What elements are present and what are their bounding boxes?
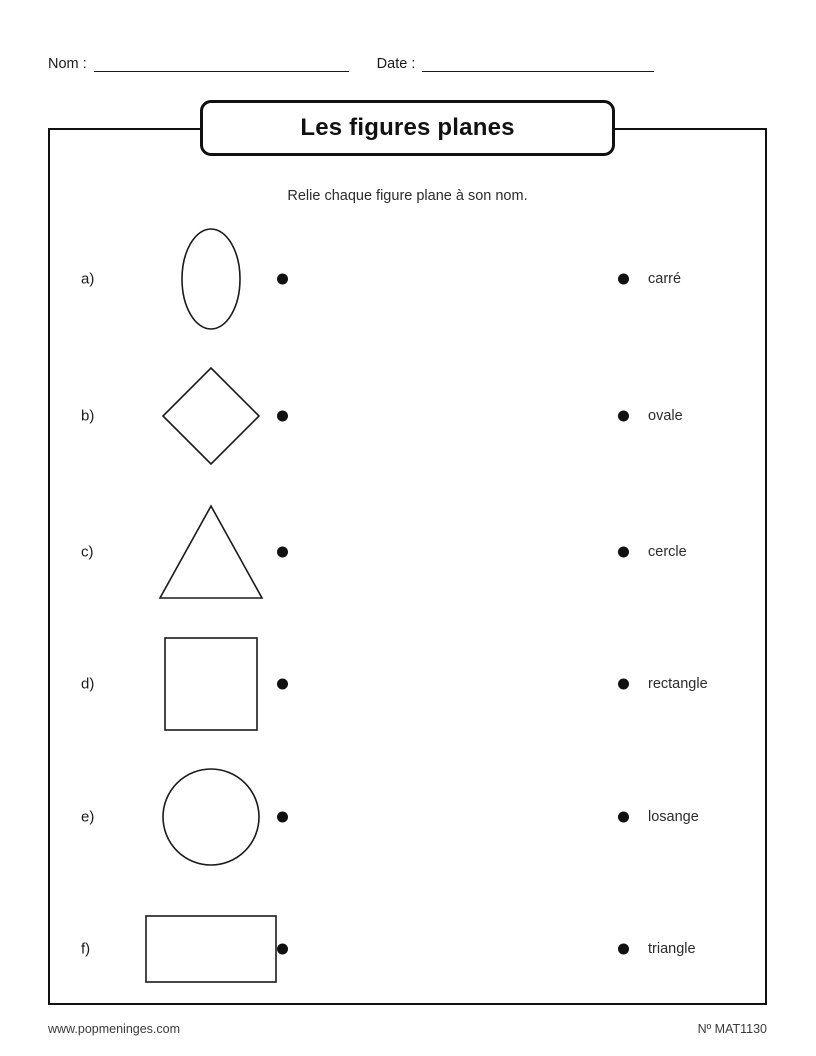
answer-label-a[interactable]: carré: [648, 271, 682, 287]
connector-dot-left-b[interactable]: [277, 411, 288, 422]
row-letter-c: c): [81, 543, 94, 561]
instruction-text: Relie chaque figure plane à son nom.: [287, 188, 528, 204]
answer-label-e[interactable]: losange: [648, 809, 699, 825]
row-letter-e: e): [81, 808, 95, 826]
matching-row-f: [48, 888, 767, 1010]
connector-dot-left-f[interactable]: [277, 944, 288, 955]
matching-row-a: [48, 218, 767, 340]
shape-square-icon: [128, 623, 293, 745]
name-field-rule[interactable]: [94, 56, 349, 72]
row-letter-b: b): [81, 407, 95, 425]
connector-dot-right-b[interactable]: [618, 411, 629, 422]
shape-diamond-icon: [128, 355, 293, 477]
answer-label-f[interactable]: triangle: [648, 941, 696, 957]
connector-dot-left-c[interactable]: [277, 547, 288, 558]
connector-dot-right-d[interactable]: [618, 679, 629, 690]
date-field[interactable]: [377, 56, 655, 72]
shape-ellipse-vertical-icon: [128, 218, 293, 340]
name-field[interactable]: [48, 56, 349, 72]
footer-reference: Nº MAT1130: [697, 1022, 767, 1036]
row-letter-a: a): [81, 270, 95, 288]
answer-label-d[interactable]: rectangle: [648, 676, 708, 692]
shape-triangle-icon: [128, 491, 293, 613]
connector-dot-right-c[interactable]: [618, 547, 629, 558]
connector-dot-left-a[interactable]: [277, 274, 288, 285]
header-fields: [48, 40, 768, 72]
name-field-label: Nom :: [48, 56, 87, 72]
answer-label-b[interactable]: ovale: [648, 408, 683, 424]
answer-label-c[interactable]: cercle: [648, 544, 687, 560]
matching-exercise: [48, 218, 767, 978]
page-footer: [48, 1022, 767, 1036]
footer-website[interactable]: www.popmeninges.com: [48, 1022, 181, 1036]
page-title: Les figures planes: [300, 114, 515, 141]
shape-rectangle-icon: [128, 888, 293, 1010]
date-field-label: Date :: [376, 56, 416, 72]
connector-dot-right-e[interactable]: [618, 812, 629, 823]
shape-circle-icon: [128, 756, 293, 878]
connector-dot-left-e[interactable]: [277, 812, 288, 823]
matching-row-c: [48, 491, 767, 613]
matching-row-b: [48, 355, 767, 477]
matching-row-d: [48, 623, 767, 745]
date-field-rule[interactable]: [422, 56, 654, 72]
connector-dot-left-d[interactable]: [277, 679, 288, 690]
worksheet-title-box: [200, 100, 615, 156]
connector-dot-right-f[interactable]: [618, 944, 629, 955]
row-letter-d: d): [81, 675, 95, 693]
matching-row-e: [48, 756, 767, 878]
row-letter-f: f): [81, 940, 91, 958]
connector-dot-right-a[interactable]: [618, 274, 629, 285]
